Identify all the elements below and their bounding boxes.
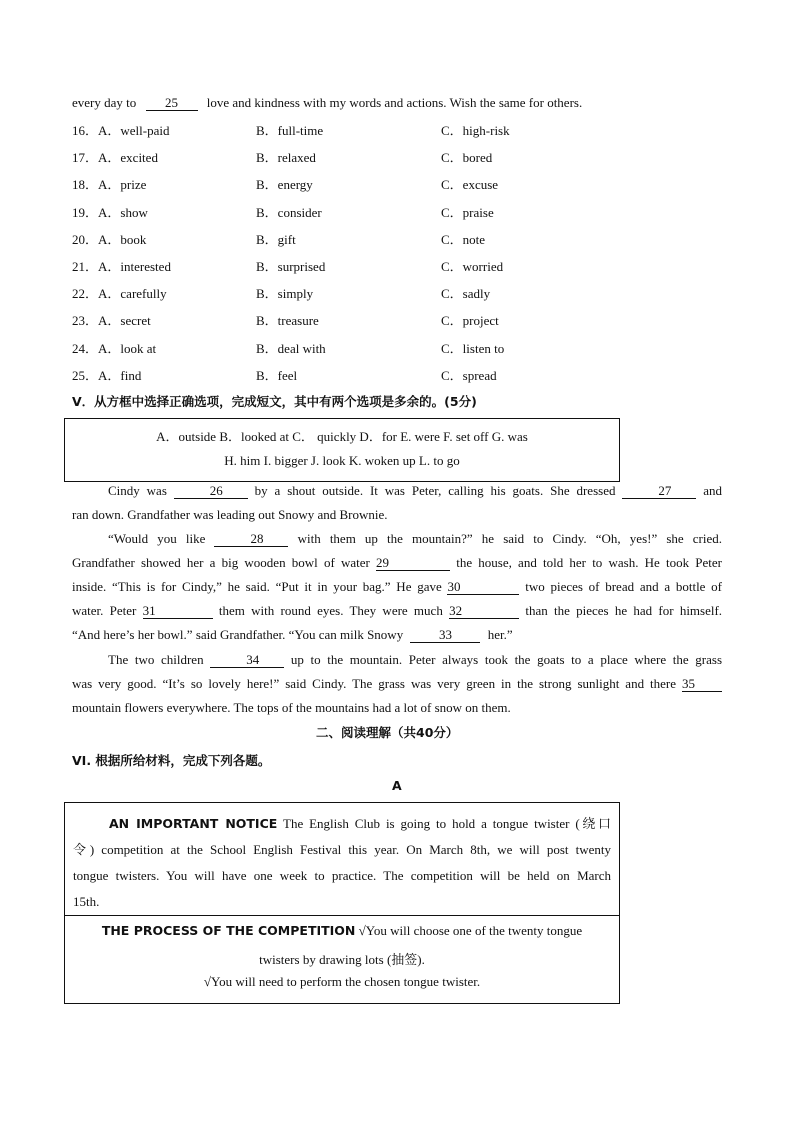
text: Cindy was: [108, 483, 167, 498]
text: and: [703, 483, 723, 498]
option-a[interactable]: [72, 202, 148, 221]
question-row: [72, 338, 632, 356]
option-b[interactable]: B．deal with: [256, 340, 326, 356]
question-row: [72, 256, 632, 274]
text: with them up the mountain?” he said to Cindy. “Oh, yes!” she cried.: [297, 531, 723, 546]
passage-line: [72, 626, 722, 644]
passage-line: [72, 94, 722, 112]
blank-30[interactable]: 30: [447, 580, 519, 595]
option-text[interactable]: A．prize: [98, 177, 147, 193]
text: the house, and told her to wash. He took Peter: [456, 555, 722, 570]
option-c[interactable]: C．listen to: [441, 340, 505, 356]
question-row: [72, 283, 632, 301]
option-b[interactable]: B．relaxed: [256, 150, 316, 166]
option-b[interactable]: B．simply: [256, 286, 314, 302]
text: Grandfather showed her a big wooden bowl of water: [72, 555, 370, 570]
notice-text: [73, 811, 611, 915]
word-bank-line-2: H. him I. bigger J. look K. woken up L. to go: [224, 453, 460, 468]
option-c[interactable]: C．excuse: [441, 177, 499, 193]
text: The two children: [108, 652, 204, 667]
option-b[interactable]: B．surprised: [256, 259, 326, 274]
option-text[interactable]: A．show: [98, 204, 148, 220]
question-row: [72, 365, 632, 383]
text: was very good. “It’s so lovely here!” said Cindy. The grass was very green in the strong sunlight and there: [72, 676, 677, 691]
notice-title: AN IMPORTANT NOTICE: [109, 816, 278, 831]
text: inside. “This is for Cindy,” he said. “Put it in your bag.” He gave: [72, 579, 442, 594]
blank-35[interactable]: 35: [682, 677, 722, 692]
option-text[interactable]: A．find: [98, 367, 142, 383]
option-c[interactable]: C．high-risk: [441, 123, 510, 138]
process-line-1: [65, 923, 619, 939]
blank-26[interactable]: 26: [174, 484, 248, 499]
option-b[interactable]: B．treasure: [256, 313, 319, 329]
option-a[interactable]: [72, 338, 156, 357]
question-row: [72, 310, 632, 328]
question-number: 16．: [72, 123, 99, 138]
section-a-label: A: [392, 778, 402, 793]
option-a[interactable]: [72, 174, 146, 193]
question-number: 24．: [72, 340, 99, 356]
passage-line: [72, 602, 722, 620]
blank-27[interactable]: 27: [622, 484, 696, 499]
notice-line: tongue twisters. You will have one week to practice. The competition will be held on March: [73, 868, 611, 883]
passage-line: [72, 578, 722, 596]
passage-line: [72, 675, 722, 693]
option-a[interactable]: [72, 229, 146, 248]
option-text[interactable]: A．carefully: [98, 286, 167, 302]
text: them with round eyes. They were much: [218, 603, 443, 618]
process-line-2: twisters by drawing lots (抽签).: [259, 952, 425, 967]
blank-32[interactable]: 32: [449, 604, 519, 619]
notice-line: 15th.: [73, 894, 100, 909]
text: by a shout outside. It was Peter, calling his goats. She dressed: [254, 483, 616, 498]
text: every day to: [72, 95, 137, 110]
passage-line: [72, 651, 722, 669]
option-a[interactable]: [72, 147, 158, 166]
option-c[interactable]: C．sadly: [441, 286, 491, 302]
process-title: THE PROCESS OF THE COMPETITION: [101, 923, 356, 938]
question-number: 21．: [72, 259, 99, 274]
part-2-heading: 二、阅读理解（共40分）: [316, 725, 459, 740]
option-text[interactable]: A．book: [98, 231, 147, 247]
blank-25[interactable]: 25: [146, 96, 198, 111]
question-row: [72, 120, 632, 138]
option-text[interactable]: A．look at: [98, 340, 157, 356]
option-b[interactable]: B．full-time: [256, 123, 324, 138]
question-row: [72, 147, 632, 165]
passage-line: [72, 554, 722, 572]
option-c[interactable]: C．bored: [441, 150, 493, 166]
text: up to the mountain. Peter always took the goats to a place where the grass: [290, 652, 722, 667]
option-c[interactable]: C．praise: [441, 204, 494, 220]
option-a[interactable]: [72, 283, 167, 302]
option-c[interactable]: C．project: [441, 313, 499, 329]
option-text[interactable]: A．well-paid: [98, 123, 170, 138]
blank-28[interactable]: 28: [214, 532, 288, 547]
question-number: 25．: [72, 367, 99, 383]
text: two pieces of bread and a bottle of: [525, 579, 723, 594]
word-bank-box: [64, 418, 620, 482]
passage-line: [72, 482, 722, 500]
blank-29[interactable]: 29: [376, 556, 450, 571]
notice-box: [64, 802, 620, 1004]
divider: [65, 915, 619, 916]
question-number: 17．: [72, 150, 99, 166]
section-v-heading: V．从方框中选择正确选项，完成短文，其中有两个选项是多余的。(5分): [72, 394, 477, 409]
option-c[interactable]: C．spread: [441, 367, 497, 383]
option-b[interactable]: B．feel: [256, 367, 298, 383]
notice-line: [73, 811, 611, 837]
option-a[interactable]: [72, 256, 171, 275]
text: The English Club is going to hold a tongue twister (绕口: [283, 816, 612, 831]
question-row: [72, 202, 632, 220]
option-b[interactable]: B．gift: [256, 231, 296, 247]
blank-33[interactable]: 33: [410, 628, 480, 643]
option-a[interactable]: [72, 365, 141, 384]
text: water. Peter: [72, 603, 137, 618]
option-c[interactable]: C．worried: [441, 259, 504, 274]
option-a[interactable]: [72, 120, 170, 139]
text: √You will choose one of the twenty tongue: [358, 923, 583, 938]
blank-34[interactable]: 34: [210, 653, 284, 668]
option-text[interactable]: A．interested: [98, 259, 171, 274]
option-c[interactable]: C．note: [441, 231, 486, 247]
option-b[interactable]: B．consider: [256, 204, 322, 220]
question-number: 19．: [72, 204, 99, 220]
passage-line: [72, 530, 722, 548]
question-number: 23．: [72, 313, 99, 329]
option-b[interactable]: B．energy: [256, 177, 313, 193]
text: “And here’s her bowl.” said Grandfather. “You can milk Snowy: [72, 627, 404, 642]
question-row: [72, 174, 632, 192]
option-a[interactable]: [72, 310, 151, 329]
option-text[interactable]: A．secret: [98, 313, 151, 329]
notice-line: 令) competition at the School English Festival this year. On March 8th, we will post twenty: [73, 842, 611, 857]
text: “Would you like: [108, 531, 206, 546]
text: than the pieces he had for himself.: [525, 603, 723, 618]
blank-31[interactable]: 31: [143, 604, 213, 619]
passage-line: mountain flowers everywhere. The tops of the mountains had a lot of snow on them.: [72, 700, 511, 715]
question-number: 20．: [72, 231, 99, 247]
process-line-3: √You will need to perform the chosen tongue twister.: [203, 974, 481, 989]
question-number: 22．: [72, 286, 99, 302]
text: her.”: [487, 627, 513, 642]
option-text[interactable]: A．excited: [98, 150, 158, 166]
text: love and kindness with my words and actions. Wish the same for others.: [206, 95, 583, 110]
section-vi-heading: VI. 根据所给材料，完成下列各题。: [72, 753, 271, 768]
word-bank-line-1: A．outside B．looked at C． quickly D．for E. were F. set off G. was: [156, 429, 528, 444]
passage-line: ran down. Grandfather was leading out Snowy and Brownie.: [72, 507, 388, 522]
question-row: [72, 229, 632, 247]
question-number: 18．: [72, 177, 99, 193]
